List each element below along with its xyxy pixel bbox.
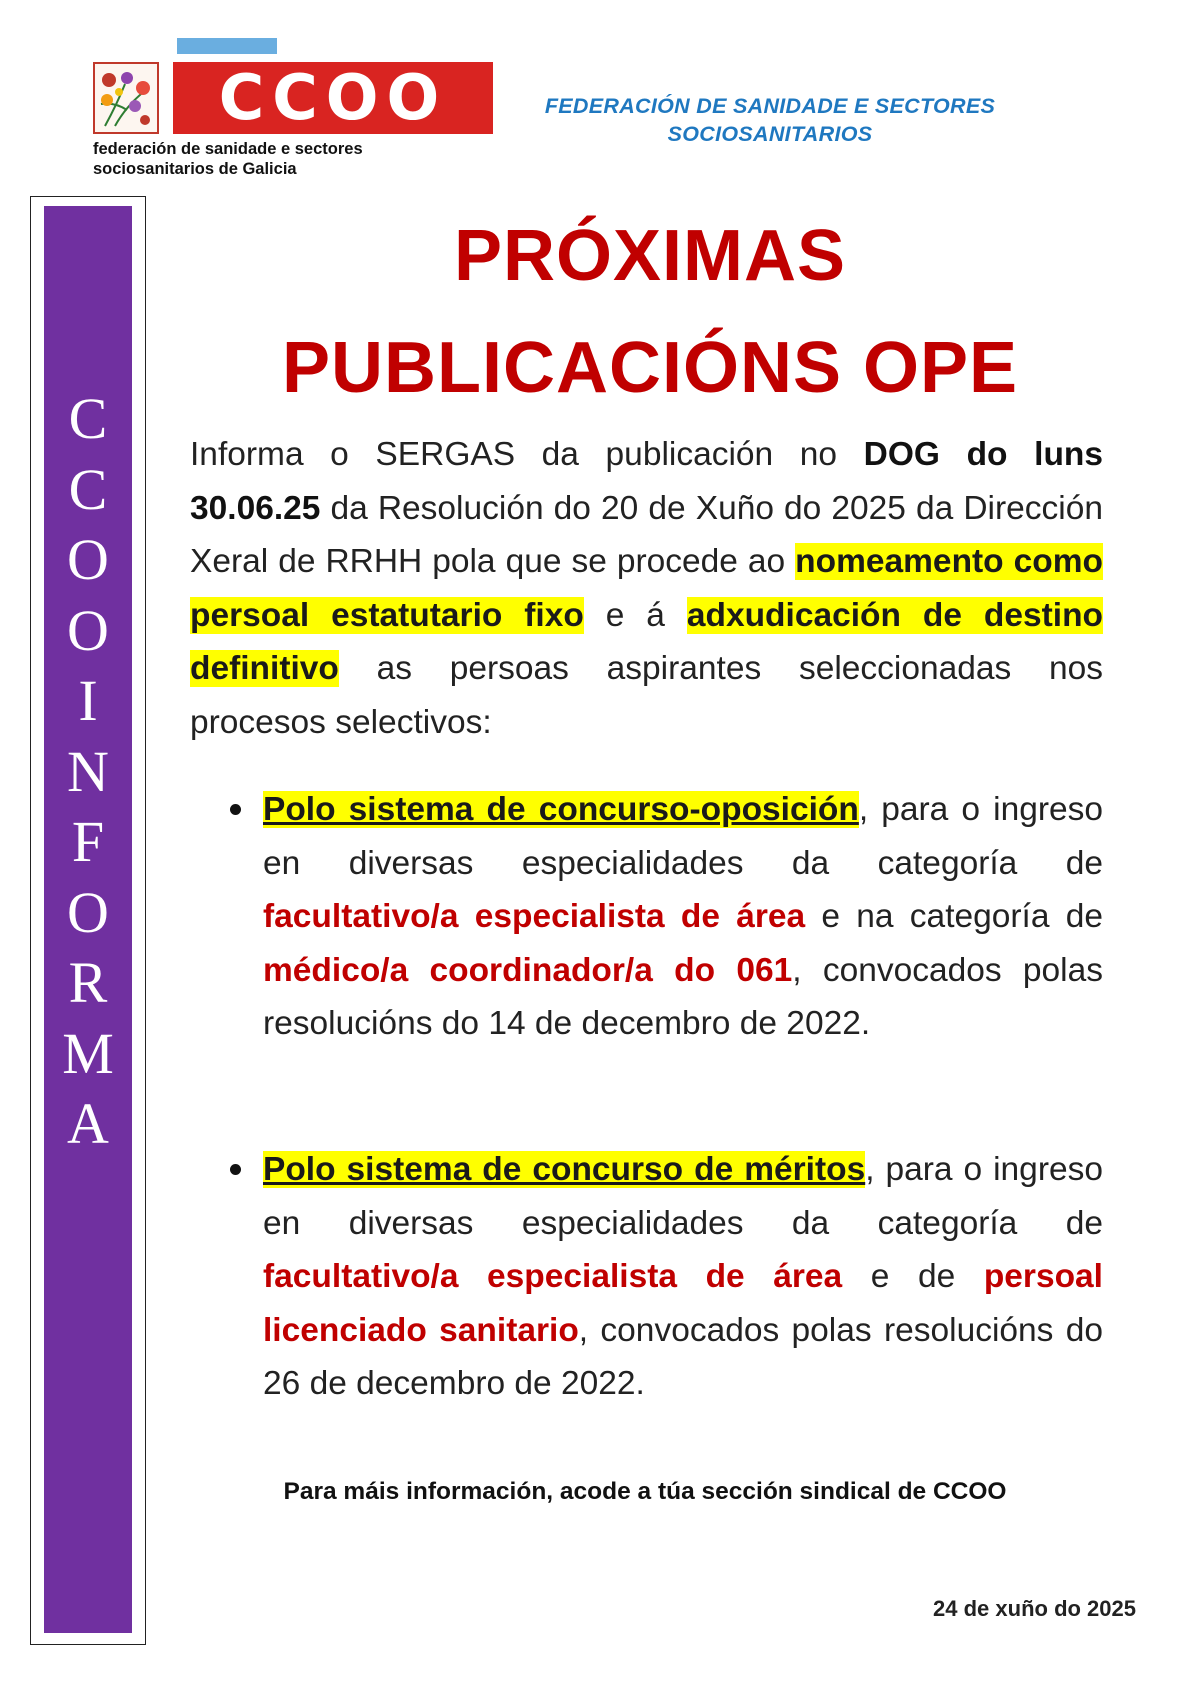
intro-text-3: e á [583, 596, 687, 634]
bullet-dot-icon [230, 804, 241, 815]
federation-title [470, 92, 1070, 148]
main-title [175, 200, 1125, 424]
intro-paragraph [190, 428, 1103, 749]
ccoo-informa-sidebar [44, 206, 132, 1633]
bullet-1-text-3: , convocados polas resolucións do 14 de decembro de 2022. [263, 951, 1103, 1042]
ccoo-logo-text: CCOO [218, 61, 448, 134]
bullet-2-text-2: e de [842, 1258, 984, 1295]
bullet-1-text-2: e na categoría de [805, 898, 1103, 935]
bullet-2-heading: Polo sistema de concurso de méritos [263, 1151, 866, 1188]
bullet-text-1 [263, 783, 1103, 1051]
bullet-1-red-2: médico/a coordinador/a do 061 [263, 951, 793, 989]
sidebar-vertical-text: C C O O I N F O R M A [62, 386, 114, 1156]
intro-highlight-1: nomeamento como persoal estatutario fixo [190, 543, 1103, 634]
bullet-2-red-1: facultativo/a especialista de área [263, 1258, 843, 1295]
logo-subtitle [93, 139, 433, 179]
ccoo-logo [93, 38, 448, 188]
bullet-dot-icon [230, 1164, 241, 1175]
logo-subtitle-line2: sociosanitarios de Galicia [93, 160, 297, 178]
flower-emblem-icon [93, 62, 159, 134]
intro-dog-date: DOG do luns 30.06.25 [190, 436, 1104, 527]
intro-text-4: as persoas aspirantes seleccionadas nos procesos selectivos: [190, 650, 1103, 741]
federation-title-line1: FEDERACIÓN DE SANIDADE E SECTORES [544, 94, 996, 118]
main-title-line2: PUBLICACIÓNS OPE [281, 328, 1019, 408]
bullet-2-text-3: , convocados polas resolucións do 26 de decembro de 2022. [263, 1311, 1103, 1402]
intro-highlight-2: adxudicación de destino definitivo [190, 596, 1103, 687]
bullet-1-red-1: facultativo/a especialista de área [263, 898, 806, 935]
bullet-1-text-1: , para o ingreso en diversas especialidades da categoría de [263, 791, 1103, 882]
bullet-1-heading: Polo sistema de concurso-oposición [263, 791, 859, 828]
intro-text-1: Informa o SERGAS da publicación no [190, 436, 864, 473]
logo-subtitle-line1: federación de sanidade e sectores [93, 140, 363, 158]
logo-blue-bar [177, 38, 277, 54]
bullet-text-2 [263, 1143, 1103, 1411]
document-date: 24 de xuño do 2025 [933, 1596, 1136, 1621]
bullet-2-red-2: persoal licenciado sanitario [263, 1258, 1103, 1349]
footer-info: Para máis información, acode a túa sección sindical de CCOO [283, 1478, 1007, 1505]
bullet-2-text-1: , para o ingreso en diversas especialidades da categoría de [263, 1151, 1103, 1242]
intro-text-2: da Resolución do 20 de Xuño do 2025 da Dirección Xeral de RRHH pola que se procede ao [190, 489, 1103, 580]
federation-title-line2: SOCIOSANITARIOS [667, 122, 873, 146]
main-title-line1: PRÓXIMAS [453, 216, 847, 296]
